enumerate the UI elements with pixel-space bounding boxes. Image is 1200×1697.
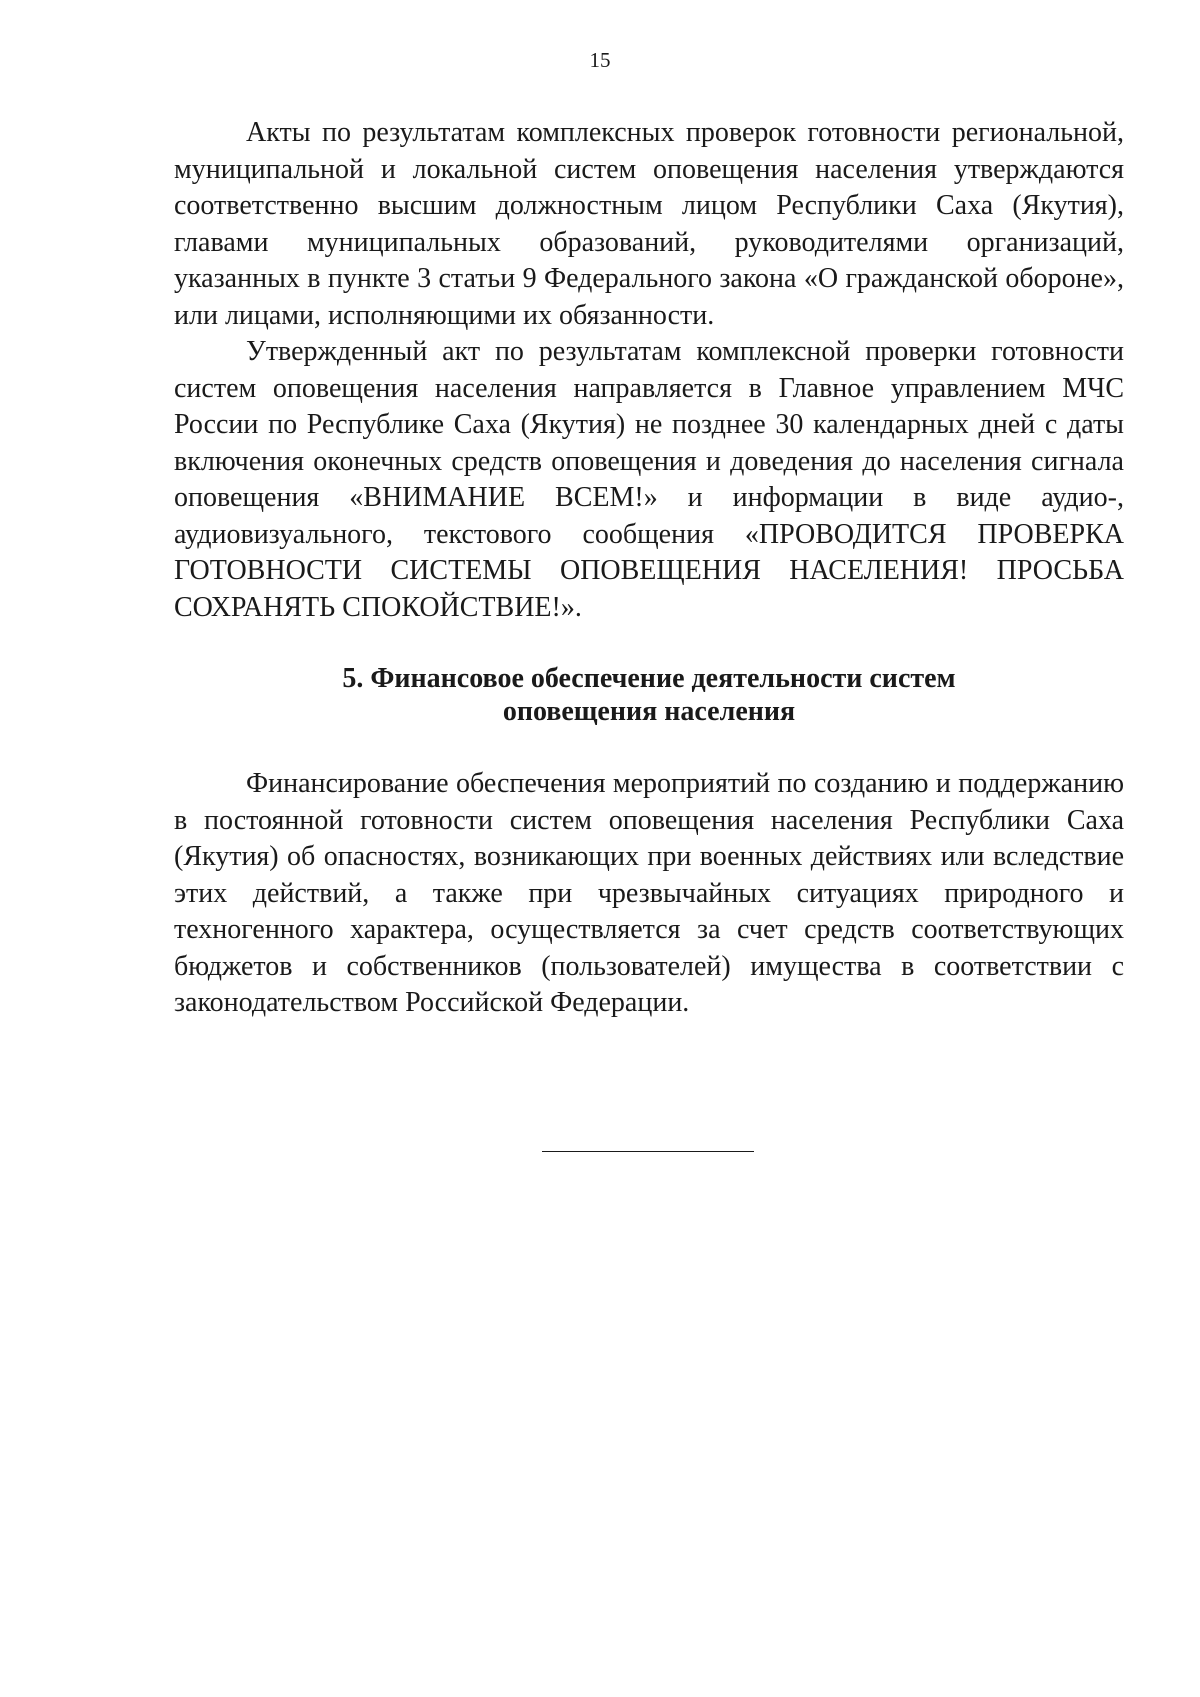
section-heading-line-1: 5. Финансовое обеспечение деятельности систем	[342, 663, 956, 694]
end-of-document-divider	[542, 1151, 754, 1152]
document-body	[174, 115, 1124, 1022]
paragraph-approved-act: Утвержденный акт по результатам комплексной проверки готовности систем оповещения населения направляется в Главное управлением МЧС России по Республике Саха (Якутия) не позднее 30 календарных дней с даты включения оконечных средств оповещения и доведения до населения сигнала оповещения «ВНИМАНИЕ ВСЕМ!» и информации в виде аудио-, аудиовизуального, текстового сообщения «ПРОВОДИТСЯ ПРОВЕРКА ГОТОВНОСТИ СИСТЕМЫ ОПОВЕЩЕНИЯ НАСЕЛЕНИЯ! ПРОСЬБА СОХРАНЯТЬ СПОКОЙСТВИЕ!».	[174, 336, 1124, 623]
paragraph-financing: Финансирование обеспечения мероприятий по созданию и поддержанию в постоянной готовности систем оповещения населения Республики Саха (Якутия) об опасностях, возникающих при военных действиях или вследствие этих действий, а также при чрезвычайных ситуациях природного и техногенного характера, осуществляется за счет средств соответствующих бюджетов и собственников (пользователей) имущества в соответствии с законодательством Российской Федерации.	[174, 768, 1124, 1018]
paragraph-acts-approval: Акты по результатам комплексных проверок готовности региональной, муниципальной и локальной систем оповещения населения утверждаются соответственно высшим должностным лицом Республики Саха (Якутия), главами муниципальных образований, руководителями организаций, указанных в пункте 3 статьи 9 Федерального закона «О гражданской обороне», или лицами, исполняющими их обязанности.	[174, 117, 1124, 331]
section-heading-line-2: оповещения населения	[502, 696, 796, 727]
page-number: 15	[589, 48, 611, 72]
section-heading	[174, 662, 1124, 728]
